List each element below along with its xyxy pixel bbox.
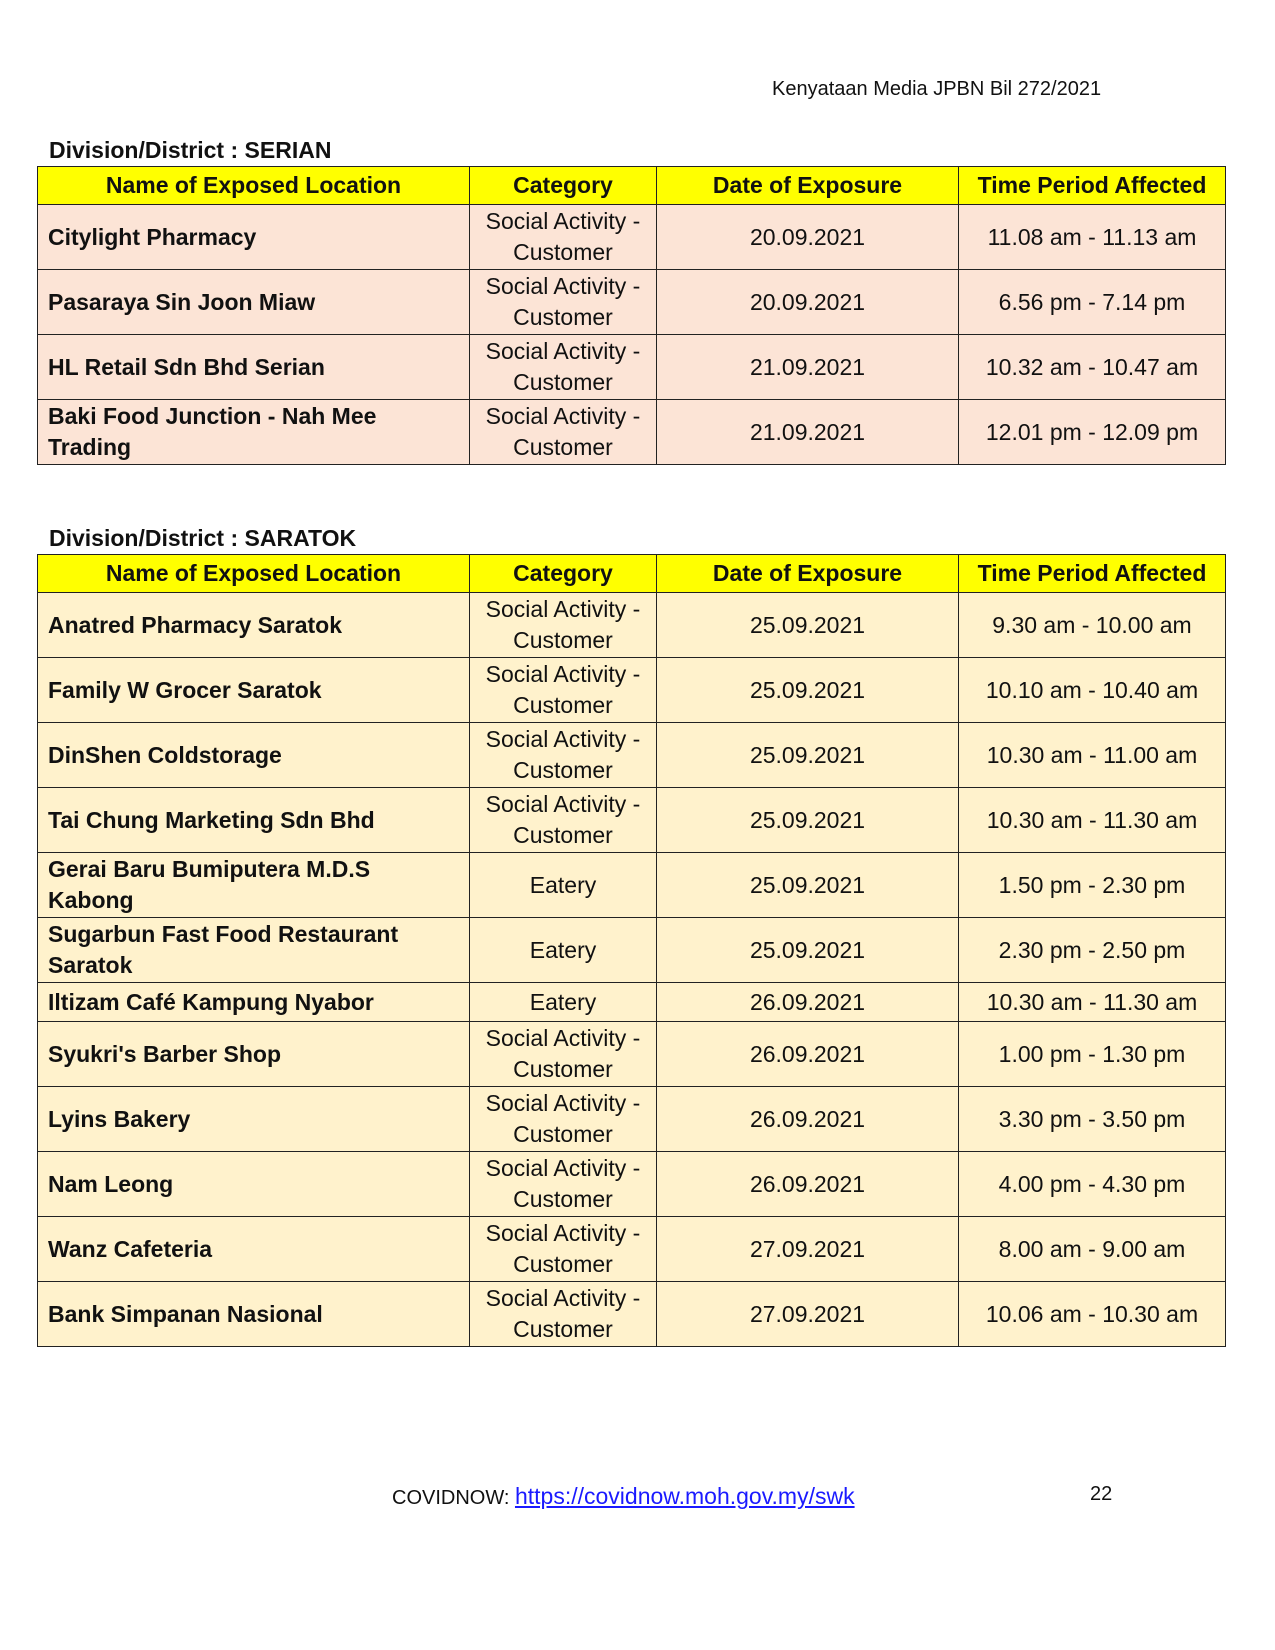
- document-reference: Kenyataan Media JPBN Bil 272/2021: [772, 78, 1102, 100]
- time-cell: 10.30 am - 11.30 am: [959, 983, 1226, 1022]
- date-cell: 25.09.2021: [657, 593, 959, 658]
- location-cell: Tai Chung Marketing Sdn Bhd: [38, 788, 470, 853]
- table-row: [38, 335, 1226, 400]
- covidnow-link[interactable]: https://covidnow.moh.gov.my/swk: [514, 1483, 855, 1509]
- footer-prefix: COVIDNOW:: [392, 1487, 515, 1509]
- table-row: [38, 658, 1226, 723]
- time-cell: 2.30 pm - 2.50 pm: [959, 918, 1226, 983]
- date-cell: 21.09.2021: [657, 335, 959, 400]
- location-cell: Syukri's Barber Shop: [38, 1022, 470, 1087]
- location-cell: Sugarbun Fast Food Restaurant Saratok: [38, 918, 470, 983]
- footer: [392, 1483, 855, 1510]
- serian-section: [37, 134, 1225, 465]
- location-cell: Lyins Bakery: [38, 1087, 470, 1152]
- date-cell: 25.09.2021: [657, 788, 959, 853]
- location-cell: HL Retail Sdn Bhd Serian: [38, 335, 470, 400]
- category-cell: Eatery: [470, 918, 657, 983]
- column-header-location: Name of Exposed Location: [38, 555, 470, 593]
- table-row: [38, 1022, 1226, 1087]
- category-cell: Social Activity - Customer: [470, 788, 657, 853]
- column-header-time: Time Period Affected: [959, 167, 1226, 205]
- category-cell: Social Activity - Customer: [470, 1217, 657, 1282]
- date-cell: 20.09.2021: [657, 205, 959, 270]
- time-cell: 10.06 am - 10.30 am: [959, 1282, 1226, 1347]
- table-row: [38, 918, 1226, 983]
- date-cell: 25.09.2021: [657, 918, 959, 983]
- table-header-row: [38, 555, 1226, 593]
- date-cell: 26.09.2021: [657, 983, 959, 1022]
- time-cell: 9.30 am - 10.00 am: [959, 593, 1226, 658]
- date-cell: 27.09.2021: [657, 1217, 959, 1282]
- category-cell: Eatery: [470, 853, 657, 918]
- table-row: [38, 205, 1226, 270]
- category-cell: Social Activity - Customer: [470, 1022, 657, 1087]
- saratok-section: [37, 522, 1225, 1347]
- time-cell: 10.10 am - 10.40 am: [959, 658, 1226, 723]
- category-cell: Social Activity - Customer: [470, 658, 657, 723]
- table-row: [38, 723, 1226, 788]
- location-cell: Iltizam Café Kampung Nyabor: [38, 983, 470, 1022]
- date-cell: 21.09.2021: [657, 400, 959, 465]
- category-cell: Social Activity - Customer: [470, 1087, 657, 1152]
- table-row: [38, 400, 1226, 465]
- date-cell: 25.09.2021: [657, 723, 959, 788]
- table-row: [38, 1087, 1226, 1152]
- table-row: [38, 853, 1226, 918]
- column-header-category: Category: [470, 555, 657, 593]
- category-cell: Eatery: [470, 983, 657, 1022]
- section-title-serian: Division/District : SERIAN: [49, 137, 332, 163]
- table-row: [38, 1152, 1226, 1217]
- location-cell: Anatred Pharmacy Saratok: [38, 593, 470, 658]
- location-cell: Wanz Cafeteria: [38, 1217, 470, 1282]
- category-cell: Social Activity - Customer: [470, 1282, 657, 1347]
- location-cell: DinShen Coldstorage: [38, 723, 470, 788]
- date-cell: 26.09.2021: [657, 1087, 959, 1152]
- saratok-table: [37, 554, 1226, 1347]
- time-cell: 11.08 am - 11.13 am: [959, 205, 1226, 270]
- location-cell: Gerai Baru Bumiputera M.D.S Kabong: [38, 853, 470, 918]
- column-header-date: Date of Exposure: [657, 555, 959, 593]
- section-title-saratok: Division/District : SARATOK: [49, 525, 357, 551]
- time-cell: 3.30 pm - 3.50 pm: [959, 1087, 1226, 1152]
- table-row: [38, 1282, 1226, 1347]
- column-header-time: Time Period Affected: [959, 555, 1226, 593]
- location-cell: Citylight Pharmacy: [38, 205, 470, 270]
- time-cell: 1.50 pm - 2.30 pm: [959, 853, 1226, 918]
- column-header-date: Date of Exposure: [657, 167, 959, 205]
- location-cell: Baki Food Junction - Nah Mee Trading: [38, 400, 470, 465]
- time-cell: 1.00 pm - 1.30 pm: [959, 1022, 1226, 1087]
- column-header-location: Name of Exposed Location: [38, 167, 470, 205]
- date-cell: 26.09.2021: [657, 1022, 959, 1087]
- time-cell: 8.00 am - 9.00 am: [959, 1217, 1226, 1282]
- table-row: [38, 788, 1226, 853]
- date-cell: 25.09.2021: [657, 658, 959, 723]
- table-row: [38, 270, 1226, 335]
- category-cell: Social Activity - Customer: [470, 1152, 657, 1217]
- location-cell: Nam Leong: [38, 1152, 470, 1217]
- serian-table: [37, 166, 1226, 465]
- time-cell: 10.32 am - 10.47 am: [959, 335, 1226, 400]
- time-cell: 10.30 am - 11.00 am: [959, 723, 1226, 788]
- table-row: [38, 593, 1226, 658]
- table-row: [38, 1217, 1226, 1282]
- category-cell: Social Activity - Customer: [470, 205, 657, 270]
- time-cell: 4.00 pm - 4.30 pm: [959, 1152, 1226, 1217]
- time-cell: 12.01 pm - 12.09 pm: [959, 400, 1226, 465]
- time-cell: 6.56 pm - 7.14 pm: [959, 270, 1226, 335]
- category-cell: Social Activity - Customer: [470, 593, 657, 658]
- table-header-row: [38, 167, 1226, 205]
- date-cell: 25.09.2021: [657, 853, 959, 918]
- time-cell: 10.30 am - 11.30 am: [959, 788, 1226, 853]
- category-cell: Social Activity - Customer: [470, 270, 657, 335]
- location-cell: Bank Simpanan Nasional: [38, 1282, 470, 1347]
- table-row: [38, 983, 1226, 1022]
- date-cell: 26.09.2021: [657, 1152, 959, 1217]
- category-cell: Social Activity - Customer: [470, 335, 657, 400]
- category-cell: Social Activity - Customer: [470, 723, 657, 788]
- category-cell: Social Activity - Customer: [470, 400, 657, 465]
- location-cell: Family W Grocer Saratok: [38, 658, 470, 723]
- column-header-category: Category: [470, 167, 657, 205]
- date-cell: 20.09.2021: [657, 270, 959, 335]
- location-cell: Pasaraya Sin Joon Miaw: [38, 270, 470, 335]
- page-number: 22: [1090, 1483, 1113, 1505]
- date-cell: 27.09.2021: [657, 1282, 959, 1347]
